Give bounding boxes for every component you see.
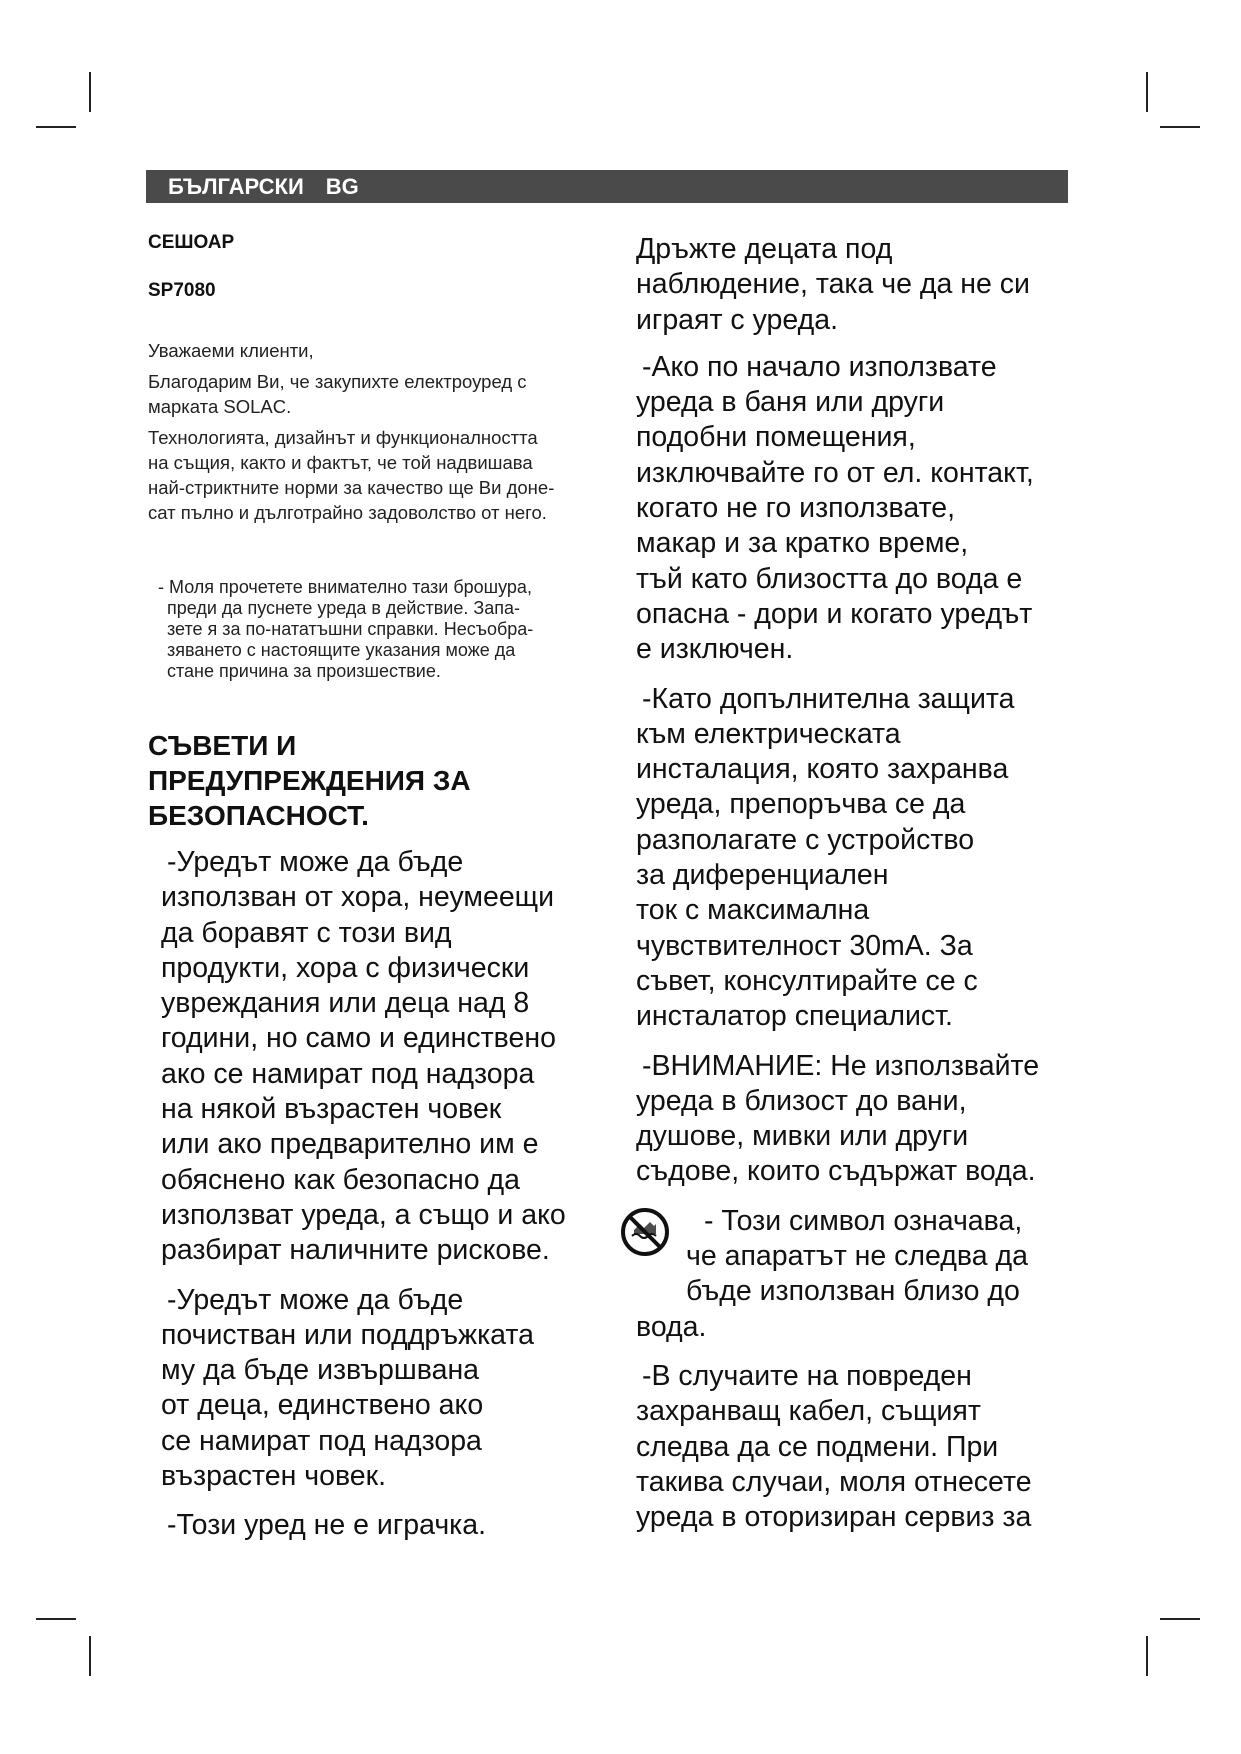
tech-line: Технологията, дизайнът и функционалността [148, 427, 538, 448]
crop-mark-bottom-right-vertical [1146, 1636, 1148, 1676]
safety-item-not-a-toy [161, 1508, 598, 1543]
note-line: стане причина за произшествие. [167, 661, 441, 681]
symbol-text [636, 1204, 1076, 1345]
item-line: -Уредът може да бъде [167, 1283, 464, 1316]
item-line: разполагате с устройство [636, 823, 975, 856]
item-line: уреда в баня или други [636, 386, 945, 419]
safety-item-supervision [161, 845, 598, 1269]
crop-mark-top-right-horizontal [1160, 126, 1200, 128]
note-line: - Моля прочетете внимателно тази брошура, [158, 577, 532, 597]
technology-paragraph [148, 425, 598, 525]
item-line: -В случаите на повреден [642, 1359, 972, 1392]
item-line: инсталатор специалист. [636, 1000, 953, 1033]
tech-line: сат пълно и дълготрайно задоволство от него. [148, 502, 547, 523]
item-line: вода. [636, 1310, 707, 1343]
safety-item-children [636, 232, 1076, 338]
item-line: съдове, които съдържат вода. [636, 1155, 1036, 1188]
item-line: обяснено как безопасно да [161, 1163, 521, 1196]
item-line: следва да се подмени. При [636, 1430, 999, 1463]
item-line: възрастен човек. [161, 1460, 387, 1493]
language-header-band [146, 170, 1068, 203]
item-line: години, но само и единствено [161, 1022, 556, 1055]
safety-item-damaged-cable [636, 1359, 1076, 1535]
item-line: душове, мивки или други [636, 1120, 969, 1153]
crop-mark-bottom-left-vertical [89, 1636, 91, 1676]
item-line: играят с уреда. [636, 303, 838, 336]
safety-heading [148, 728, 598, 833]
crop-mark-bottom-right-horizontal [1160, 1618, 1200, 1620]
crop-mark-top-left-horizontal [36, 126, 76, 128]
thanks-line: марката SOLAC. [148, 396, 292, 417]
item-line: за диференциален [636, 859, 889, 892]
crop-mark-bottom-left-horizontal [36, 1618, 76, 1620]
item-line: - Този символ означава, [704, 1204, 1023, 1237]
item-line: се намират под надзора [161, 1424, 482, 1457]
item-line: или ако предварително им е [161, 1128, 539, 1161]
item-line: тъй като близостта до вода е [636, 562, 1023, 595]
item-line: такива случаи, моля отнесете [636, 1465, 1032, 1498]
item-line: захранващ кабел, същият [636, 1395, 981, 1428]
item-line: увреждания или деца над 8 [161, 987, 530, 1020]
safety-item-cleaning [161, 1283, 598, 1495]
crop-mark-top-right-vertical [1146, 72, 1148, 112]
item-line: наблюдение, така че да не си [636, 268, 1030, 301]
item-line: на някой възрастен човек [161, 1093, 502, 1126]
language-label: БЪЛГАРСКИ [168, 174, 304, 199]
symbol-explanation [636, 1204, 1076, 1345]
item-line: -Като допълнителна защита [642, 682, 1015, 715]
item-line: опасна - дори и когато уредът [636, 597, 1033, 630]
item-line: уреда в близост до вани, [636, 1084, 967, 1117]
item-line: подобни помещения, [636, 421, 916, 454]
tech-line: най-стриктните норми за качество ще Ви доне- [148, 477, 555, 498]
heading-line: ПРЕДУПРЕЖДЕНИЯ ЗА [148, 765, 471, 796]
item-line: бъде използван близо до [686, 1275, 1020, 1308]
thanks-line: Благодарим Ви, че закупихте електроуред с [148, 371, 527, 392]
item-line: уреда в оторизиран сервиз за [636, 1501, 1032, 1534]
item-line: инсталация, която захранва [636, 753, 1009, 786]
note-line: зяването с настоящите указания може да [167, 640, 516, 660]
read-manual-note [158, 577, 598, 682]
item-line: използват уреда, а също и ако [161, 1198, 566, 1231]
note-line: преди да пуснете уреда в действие. Запа- [167, 598, 520, 618]
safety-item-bathroom [636, 350, 1076, 668]
item-line: му да бъде извършвана [161, 1354, 480, 1387]
tech-line: на същия, както и фактът, че той надвишава [148, 452, 533, 473]
no-water-prohibition-icon [619, 1206, 671, 1258]
greeting: Уважаеми клиенти, [148, 340, 314, 361]
note-line: зете я за по-нататъшни справки. Несъобра- [167, 619, 534, 639]
item-line: съвет, консултирайте се с [636, 964, 978, 997]
item-line: е изключен. [636, 633, 794, 666]
item-line: че апаратът не следва да [686, 1240, 1028, 1273]
item-line: почистван или поддръжката [161, 1318, 534, 1351]
item-line: използван от хора, неумеещи [161, 881, 555, 914]
item-line: продукти, хора с физически [161, 951, 530, 984]
item-line: разбират наличните рискове. [161, 1234, 550, 1267]
heading-line: БЕЗОПАСНОСТ. [148, 800, 369, 831]
item-line: -ВНИМАНИЕ: Не използвайте [642, 1049, 1040, 1082]
left-column [148, 232, 598, 1544]
crop-mark-top-left-vertical [89, 72, 91, 112]
heading-line: СЪВЕТИ И [148, 730, 297, 761]
safety-item-warning-water [636, 1049, 1076, 1190]
item-line: ток с максимална [636, 894, 870, 927]
item-line: да боравят с този вид [161, 916, 452, 949]
item-line: -Уредът може да бъде [167, 846, 464, 878]
item-line: -Ако по начало използвате [642, 350, 997, 383]
item-line: чувствителност 30mA. За [636, 929, 973, 962]
item-line: към електрическата [636, 717, 901, 750]
language-code: BG [325, 174, 359, 199]
item-line: изключвайте го от ел. контакт, [636, 456, 1034, 489]
item-line: ако се намират под надзора [161, 1057, 535, 1090]
item-line: уреда, препоръчва се да [636, 788, 966, 821]
item-line: когато не го използвате, [636, 492, 956, 525]
product-model: SP7080 [148, 280, 216, 301]
item-line: Дръжте децата под [636, 233, 893, 265]
item-line: от деца, единствено ако [161, 1389, 484, 1422]
product-name: СЕШОАР [148, 232, 235, 253]
safety-item-rcd [636, 682, 1076, 1035]
right-column [636, 232, 1076, 1535]
thanks-paragraph [148, 369, 598, 419]
item-line: -Този уред не е играчка. [167, 1509, 487, 1542]
item-line: макар и за кратко време, [636, 527, 969, 560]
